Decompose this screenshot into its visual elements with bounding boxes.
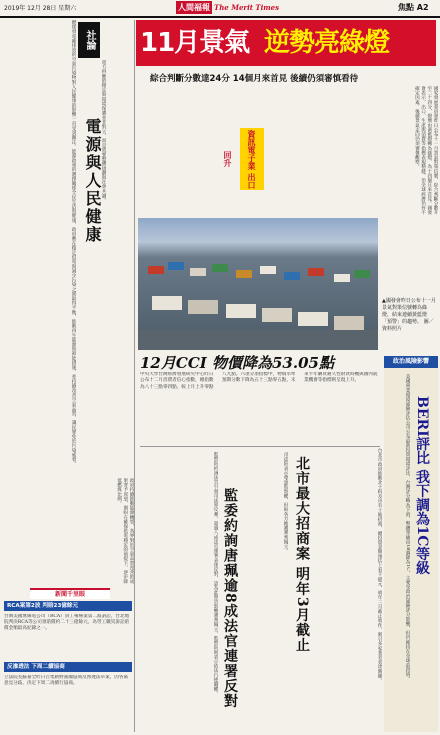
newspaper-logo-en: The Merit Times xyxy=(214,3,280,12)
control-yuan-story-headline: 監委約詢唐珮逾8成法官連署反對 xyxy=(222,488,238,709)
top-rule xyxy=(0,16,440,18)
issue-date: 2019年 12月 28日 星期六 xyxy=(4,5,77,12)
editorial-lower-body: 政府持續推動能源轉型，各界對於空氣品質改善的成果寄予厚望，期盼在確保供電穩定的前提下，逐步降低燃煤比例。 xyxy=(116,478,134,584)
newspaper-logo: 人間福報 xyxy=(178,2,210,12)
beri-headline: BERI評比 我下調為1C等級 xyxy=(414,396,430,575)
headline-deck: 資訊電子業 出口 回升 xyxy=(240,128,264,190)
headline-main: 11月景氣 xyxy=(140,28,250,58)
port-container-photo xyxy=(138,218,378,350)
news-item-body: 台灣美國無線電公司（RCA）員工罹癌案第二波訴訟，台北地院判決RCA等公司須賠償約二十三億餘元，為勞工職災訴訟賠償金額最高紀錄之一。 xyxy=(4,614,130,632)
headline-subhead: 綜合判斷分數達24分 14個月來首見 後續仍須審慎看待 xyxy=(150,74,359,84)
cci-body: 中央大學台灣經濟發展研究中心昨日公布十二月消費者信心指數，總指數為八十三點零四點，較上月上升零點八九點。六項分項指標中，物價水準預期分數下降為五十三點零五點，未來半年購買耐久性財貨時機與國內就業機會等指標則呈現上升。 xyxy=(140,372,378,390)
news-item-body: 立法院長蘇嘉全昨日召集朝野黨團協商反滲透法草案，因各黨意見分歧，決定下周二再續行協商。 xyxy=(4,675,129,687)
taipei-story-body: 台北市政府推動北士科及市有土地招商，總投資金額預估上看千億元，明年三月截止收件，吸引多家業者表達興趣。 xyxy=(377,448,382,683)
column-divider xyxy=(134,20,135,732)
lead-story-body: 國家發展委員會昨日公布十一月景氣對策信號，綜合判斷分數升至二十四分，燈號由黃藍燈轉為綠燈，為十四個月來首見。國發會表示，出口、生產與消費等指標表現穩健，但全球經濟仍有不確定因素，後續景氣走向仍須審慎觀察。 xyxy=(414,86,438,215)
taipei-story-headline: 北市最大招商案 明年3月截止 xyxy=(294,456,310,653)
editorial-title: 電源與人民健康 xyxy=(83,118,102,244)
photo-caption: ▲國發會昨日公布十一月景氣對策信號轉為綠燈，結束連續黃藍燈「預警」的趨勢。 圖／資料照片 xyxy=(382,298,436,332)
beri-band: 政治風險影響 xyxy=(384,356,438,368)
section-tag: 焦點 A2 xyxy=(398,3,429,12)
section-divider xyxy=(140,446,380,447)
headline-accent: 逆勢亮綠燈 xyxy=(264,28,390,58)
beri-body: 美國商業環境風險評估公司公布最新投資環境評比，台灣評分略為下滑，整體等級由1B調降為1C，主要受政治風險評分影響，但仍維持在全球前段班。 xyxy=(405,374,410,682)
cci-headline: 12月CCI 物價降為53.05點 xyxy=(140,354,334,372)
news-item-title: RCA案第2波 判賠23億餘元 xyxy=(4,601,132,611)
news-item-title: 反滲透法 下周二續協商 xyxy=(4,662,132,672)
control-yuan-story-body: 監察院約詢法官引發司法界反彈，超過八成法官連署表達反對，認為此舉恐影響審判獨立，監察院則表示依法行使職權。 xyxy=(213,452,218,696)
control-yuan-story-body-b: 司法院表示尊重監察權，但盼各方維護審判獨立。 xyxy=(283,452,288,554)
editorial-tag: 社論 xyxy=(78,22,100,58)
editorial-body: 燃煤發電廠排放的空氣污染物對人民健康的影響一直受到關注。能源政策的選擇關係全民生活與健康，政府應在穩定供電與減少污染之間取得平衡，推動再生能源與節能措施，並持續改善空氣品質，讓民眾免於污染威脅。 xyxy=(71,20,76,467)
news-digest-band: 新聞千里眼 xyxy=(30,588,110,599)
editorial-body-continued: 電力供應的穩定與環境保護並非對立，而是需要整體規劃與社會共識。 xyxy=(101,60,106,203)
